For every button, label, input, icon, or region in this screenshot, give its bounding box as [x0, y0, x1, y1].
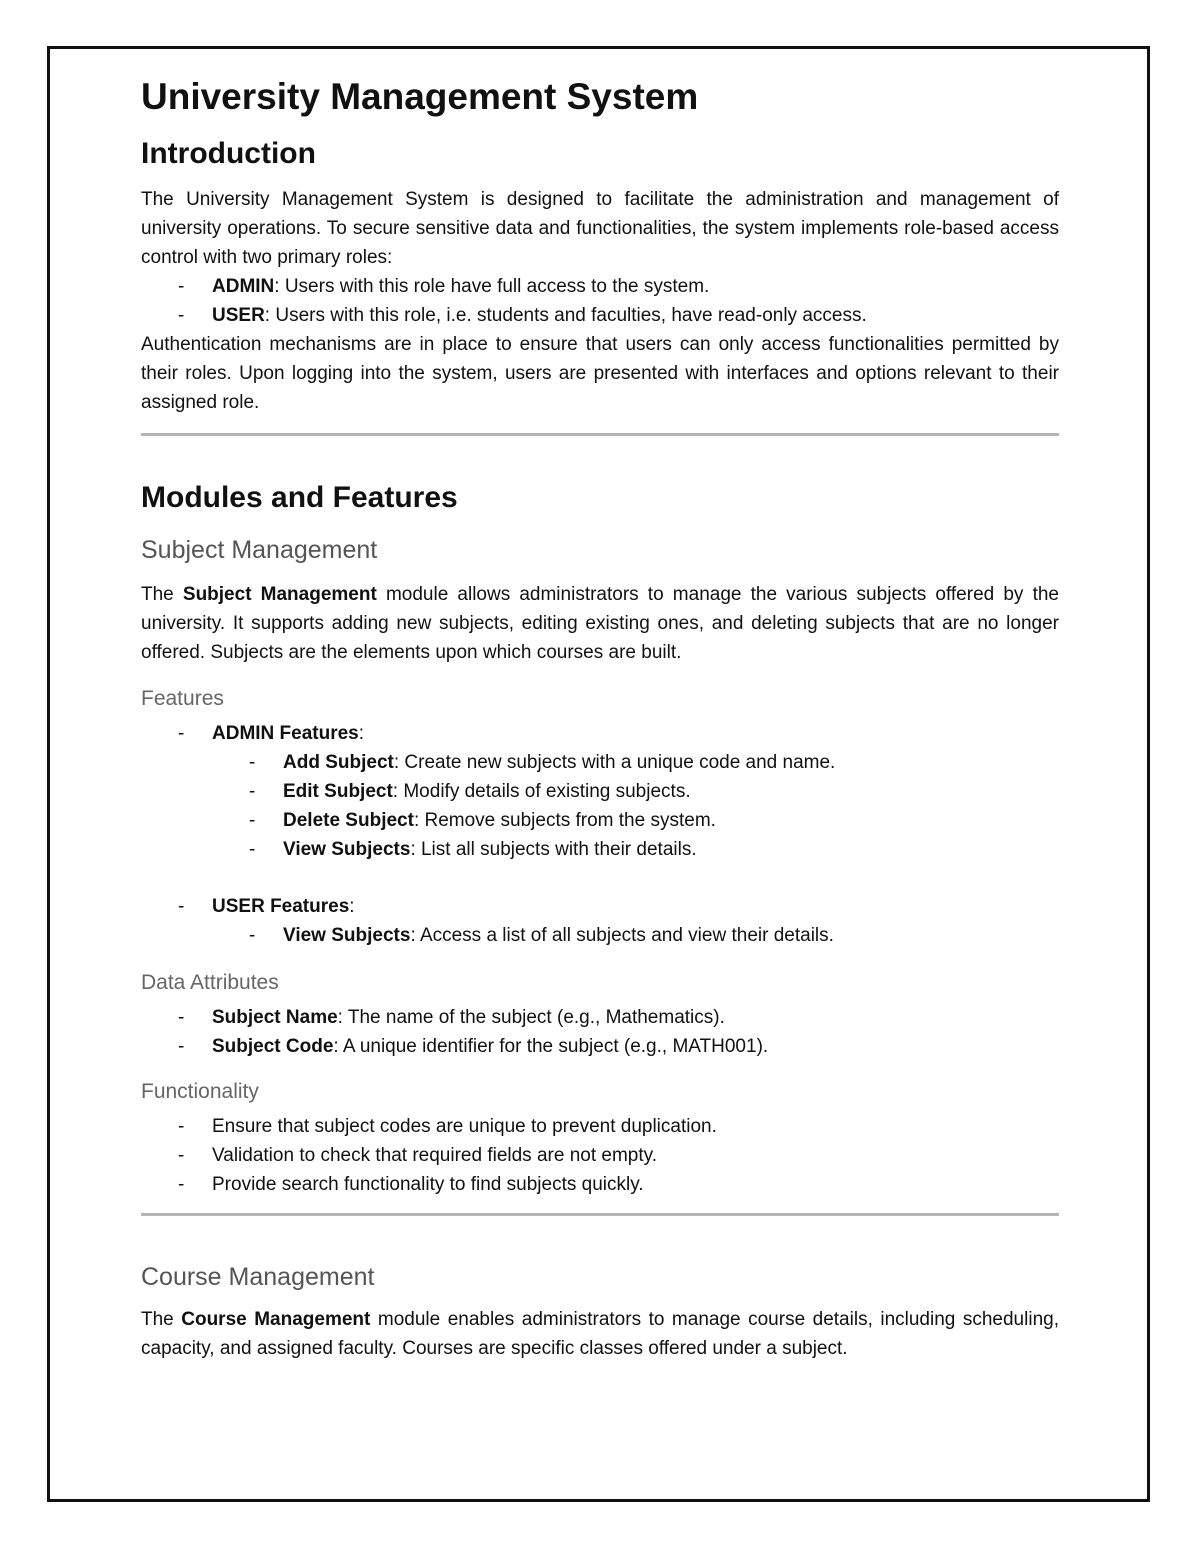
modules-heading: Modules and Features: [141, 481, 458, 514]
data-attributes-heading: Data Attributes: [141, 971, 279, 994]
text-run: :: [349, 896, 355, 917]
bold-run: Subject Management: [182, 584, 377, 605]
feature-desc: : List all subjects with their details.: [410, 839, 697, 860]
user-features-label: USER Features: [212, 896, 350, 917]
list-item: [141, 1003, 1059, 1032]
list-item: - Ensure that subject codes are unique to prevent duplication.: [141, 1112, 1059, 1141]
section-divider: [141, 1213, 1059, 1216]
intro-closing: Authentication mechanisms are in place to ensure that users can only access functionalities permitted by their roles. Upon logging into the system, users are presented with interfaces and options relevant to their assigned role.: [141, 334, 1059, 413]
text-run: module enables administrators to manage course details, including scheduling, capacity, and assigned faculty. Courses are specific classes offered under a subject.: [141, 1309, 1059, 1359]
data-attributes-list: [141, 1003, 1059, 1061]
list-item: [141, 1032, 1059, 1061]
list-item: [141, 272, 1059, 301]
text-run: module allows administrators to manage the various subjects offered by the university. It supports adding new subjects, editing existing ones, and deleting subjects that are no longer offered. Subjects are the elements upon which courses are built.: [141, 584, 1059, 663]
role-term: ADMIN: [212, 276, 275, 297]
attribute-desc: : The name of the subject (e.g., Mathematics).: [337, 1007, 725, 1028]
course-paragraph: [141, 1305, 1059, 1363]
roles-list: [141, 272, 1059, 330]
document-body: [141, 70, 1059, 1363]
feature-desc: : Create new subjects with a unique code and name.: [393, 752, 836, 773]
functionality-heading: Functionality: [141, 1080, 259, 1103]
list-item: [141, 892, 1059, 950]
admin-features-label: ADMIN Features: [212, 723, 359, 744]
functionality-list: [141, 1112, 1059, 1199]
attribute-term: Subject Name: [212, 1007, 338, 1028]
user-features-list: [212, 921, 1059, 950]
subject-management-heading: Subject Management: [141, 536, 378, 564]
intro-heading: Introduction: [141, 137, 316, 170]
feature-desc: : Remove subjects from the system.: [413, 810, 716, 831]
features-heading: Features: [141, 687, 224, 710]
intro-paragraph: The University Management System is designed to facilitate the administration and management of university operations. To secure sensitive data and functionalities, the system implements role-based access control with two primary roles:: [141, 189, 1059, 268]
list-item: [141, 301, 1059, 330]
list-item: [212, 806, 1059, 835]
features-list: [141, 719, 1059, 950]
course-management-heading: Course Management: [141, 1263, 375, 1291]
list-item: [212, 748, 1059, 777]
feature-term: View Subjects: [283, 839, 411, 860]
role-term: USER: [212, 305, 265, 326]
list-item: - Validation to check that required fields are not empty.: [141, 1141, 1059, 1170]
text-run: :: [358, 723, 365, 744]
text-run: The: [141, 1309, 182, 1330]
role-desc: : Users with this role have full access to the system.: [274, 276, 710, 297]
feature-desc: : Modify details of existing subjects.: [392, 781, 691, 802]
admin-features-list: [212, 748, 1059, 864]
attribute-term: Subject Code: [212, 1036, 334, 1057]
text-run: The: [141, 584, 183, 605]
bold-run: Course Management: [181, 1309, 371, 1330]
section-divider: [141, 433, 1059, 436]
feature-term: View Subjects: [283, 925, 411, 946]
feature-term: Delete Subject: [283, 810, 414, 831]
attribute-desc: : A unique identifier for the subject (e.g., MATH001).: [333, 1036, 769, 1057]
feature-term: Add Subject: [283, 752, 394, 773]
document-title: University Management System: [141, 76, 699, 117]
list-item: [212, 835, 1059, 864]
list-item: - Provide search functionality to find subjects quickly.: [141, 1170, 1059, 1199]
list-item: [212, 921, 1059, 950]
feature-desc: : Access a list of all subjects and view their details.: [410, 925, 834, 946]
subject-paragraph: [141, 580, 1059, 667]
list-item: [141, 719, 1059, 864]
role-desc: : Users with this role, i.e. students and faculties, have read-only access.: [264, 305, 867, 326]
feature-term: Edit Subject: [283, 781, 393, 802]
list-item: [212, 777, 1059, 806]
